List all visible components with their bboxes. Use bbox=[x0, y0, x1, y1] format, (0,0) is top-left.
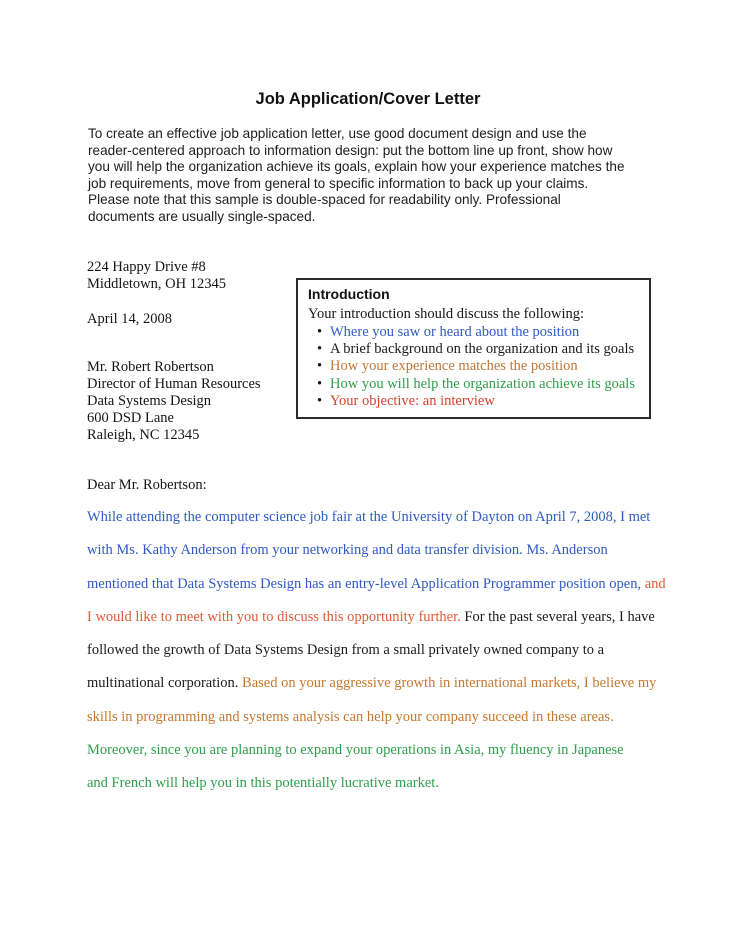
body-line bbox=[87, 509, 687, 526]
text-line: Raleigh, NC 12345 bbox=[87, 427, 200, 443]
date-line: April 14, 2008 bbox=[87, 311, 172, 327]
sender-address bbox=[87, 259, 226, 293]
body-line bbox=[87, 642, 687, 659]
body-text-segment: mentioned that Data Systems Design has an entry-level Application Programmer position open, bbox=[87, 575, 642, 592]
intro-paragraph bbox=[88, 126, 678, 226]
bullet-dot-icon: • bbox=[317, 341, 323, 358]
bullet-item bbox=[308, 393, 639, 410]
text-line: you will help the organization achieve its goals, explain how your experience matches the bbox=[88, 159, 625, 175]
bullet-item bbox=[308, 376, 639, 393]
text-line: Mr. Robert Robertson bbox=[87, 359, 214, 375]
text-line: Middletown, OH 12345 bbox=[87, 276, 226, 292]
introduction-box-heading: Introduction bbox=[308, 286, 390, 302]
bullet-dot-icon: • bbox=[317, 392, 323, 409]
body-text-segment: Based on your aggressive growth in international markets, I believe my bbox=[238, 675, 657, 692]
body-text-segment: followed the growth of Data Systems Design from a small privately owned company to a bbox=[87, 642, 605, 659]
body-text-segment: skills in programming and systems analysis can help your company succeed in these areas. bbox=[87, 708, 614, 725]
body-line bbox=[87, 576, 687, 593]
text-line: 224 Happy Drive #8 bbox=[87, 259, 206, 275]
body-line bbox=[87, 675, 687, 692]
text-line: Data Systems Design bbox=[87, 393, 212, 409]
body-text-segment: For the past several years, I have bbox=[460, 608, 655, 625]
text-line: job requirements, move from general to specific information to back up your claims. bbox=[88, 175, 589, 191]
page-title: Job Application/Cover Letter bbox=[255, 90, 481, 108]
body-line bbox=[87, 775, 687, 792]
text-line: reader-centered approach to information design: put the bottom line up front, show how bbox=[88, 142, 613, 158]
body-text-segment: and bbox=[641, 575, 666, 592]
bullet-item bbox=[308, 341, 639, 358]
bullet-text: A brief background on the organization and its goals bbox=[330, 341, 635, 358]
letter-body bbox=[87, 509, 687, 809]
bullet-text: How your experience matches the position bbox=[330, 358, 578, 375]
bullet-dot-icon: • bbox=[317, 324, 323, 340]
bullet-item bbox=[308, 358, 639, 375]
body-line bbox=[87, 709, 687, 726]
body-text-segment: with Ms. Kathy Anderson from your networking and data transfer division. Ms. Anderson bbox=[87, 542, 608, 559]
body-line bbox=[87, 609, 687, 626]
body-text-segment: multinational corporation. bbox=[87, 675, 239, 692]
bullet-text: How you will help the organization achieve its goals bbox=[330, 375, 635, 392]
body-text-segment: I would like to meet with you to discuss this opportunity further. bbox=[87, 608, 461, 625]
body-text-segment: and French will help you in this potentially lucrative market. bbox=[87, 775, 439, 792]
bullet-text: Where you saw or heard about the position bbox=[330, 324, 580, 340]
text-line: 600 DSD Lane bbox=[87, 410, 174, 426]
recipient-address bbox=[87, 359, 261, 444]
body-text-segment: While attending the computer science job fair at the University of Dayton on April 7, 2008, I met bbox=[87, 509, 651, 525]
bullet-dot-icon: • bbox=[317, 358, 323, 375]
text-line: To create an effective job application letter, use good document design and use the bbox=[88, 126, 587, 141]
bullet-dot-icon: • bbox=[317, 375, 323, 392]
body-line bbox=[87, 742, 687, 759]
text-line: Director of Human Resources bbox=[87, 376, 261, 392]
salutation: Dear Mr. Robertson: bbox=[87, 477, 207, 493]
text-line: documents are usually single-spaced. bbox=[88, 208, 316, 224]
bullet-text: Your objective: an interview bbox=[330, 392, 495, 409]
body-line bbox=[87, 542, 687, 559]
bullet-item bbox=[308, 324, 639, 341]
body-text-segment: Moreover, since you are planning to expand your operations in Asia, my fluency in Japanese bbox=[87, 742, 624, 759]
text-line: Please note that this sample is double-spaced for readability only. Professional bbox=[88, 192, 561, 208]
introduction-box-lead: Your introduction should discuss the following: bbox=[308, 306, 585, 322]
introduction-bullet-list bbox=[308, 324, 639, 410]
introduction-callout-box bbox=[296, 278, 651, 419]
